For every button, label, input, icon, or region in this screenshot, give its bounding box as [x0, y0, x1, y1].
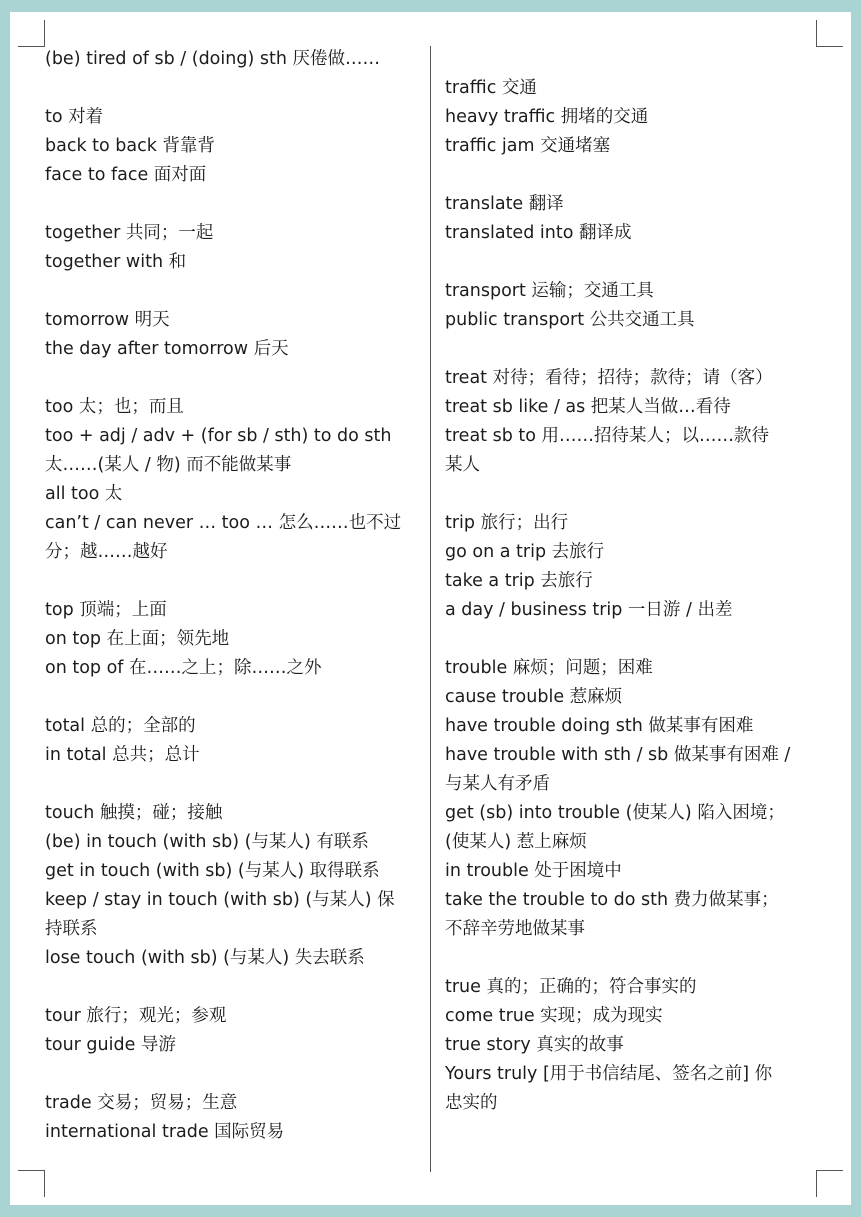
- vocab-line: treat 对待；看待；招待；款待；请（客）: [445, 368, 773, 388]
- entry-gap: [45, 1060, 421, 1089]
- vocab-line: 分；越……越好: [45, 542, 168, 562]
- vocab-line: heavy traffic 拥堵的交通: [445, 107, 649, 127]
- vocab-entry: [445, 74, 821, 161]
- vocab-line: go on a trip 去旅行: [445, 542, 605, 562]
- entry-gap: [45, 277, 421, 306]
- vocab-line: come true 实现；成为现实: [445, 1006, 663, 1026]
- vocab-line: on top of 在……之上；除……之外: [45, 658, 322, 678]
- entry-gap: [445, 161, 821, 190]
- vocab-line: 不辞辛劳地做某事: [445, 919, 585, 939]
- entry-gap: [45, 190, 421, 219]
- vocab-line: have trouble with sth / sb 做某事有困难 /: [445, 745, 791, 765]
- vocab-line: 与某人有矛盾: [445, 774, 550, 794]
- crop-mark-top-right: [816, 20, 843, 47]
- vocab-entry: [45, 103, 421, 190]
- right-column: [445, 74, 821, 1118]
- document-page: [10, 12, 851, 1205]
- vocab-line: to 对着: [45, 107, 104, 127]
- vocab-line: keep / stay in touch (with sb) (与某人) 保: [45, 890, 395, 910]
- vocab-entry: [45, 1002, 421, 1060]
- vocab-line: (使某人) 惹上麻烦: [445, 832, 587, 852]
- entry-gap: [445, 335, 821, 364]
- vocab-line: total 总的；全部的: [45, 716, 196, 736]
- vocab-line: trade 交易；贸易；生意: [45, 1093, 238, 1113]
- vocab-line: traffic jam 交通堵塞: [445, 136, 611, 156]
- vocab-entry: [445, 364, 821, 480]
- vocab-line: international trade 国际贸易: [45, 1122, 285, 1142]
- entry-gap: [445, 625, 821, 654]
- vocab-line: (be) in touch (with sb) (与某人) 有联系: [45, 832, 369, 852]
- vocab-entry: [45, 306, 421, 364]
- entry-gap: [45, 74, 421, 103]
- vocab-line: tour guide 导游: [45, 1035, 176, 1055]
- vocab-line: all too 太: [45, 484, 123, 504]
- vocab-line: back to back 背靠背: [45, 136, 215, 156]
- entry-gap: [45, 683, 421, 712]
- vocab-line: get in touch (with sb) (与某人) 取得联系: [45, 861, 380, 881]
- vocab-entry: [45, 219, 421, 277]
- crop-mark-top-left: [18, 20, 45, 47]
- vocab-line: trip 旅行；出行: [445, 513, 569, 533]
- vocab-line: 某人: [445, 455, 480, 475]
- vocab-line: get (sb) into trouble (使某人) 陷入困境；: [445, 803, 785, 823]
- vocab-line: transport 运输；交通工具: [445, 281, 654, 301]
- vocab-line: true story 真实的故事: [445, 1035, 624, 1055]
- vocab-entry: [445, 509, 821, 625]
- vocab-line: in trouble 处于困境中: [445, 861, 622, 881]
- entry-gap: [445, 480, 821, 509]
- entry-gap: [45, 770, 421, 799]
- entry-gap: [445, 944, 821, 973]
- vocab-line: too 太；也；而且: [45, 397, 184, 417]
- vocab-entry: [45, 393, 421, 567]
- vocab-line: true 真的；正确的；符合事实的: [445, 977, 697, 997]
- vocab-line: together with 和: [45, 252, 187, 272]
- vocab-entry: [445, 654, 821, 944]
- vocab-line: translated into 翻译成: [445, 223, 632, 243]
- crop-mark-bottom-left: [18, 1170, 45, 1197]
- vocab-line: cause trouble 惹麻烦: [445, 687, 623, 707]
- entry-gap: [45, 364, 421, 393]
- vocab-line: tour 旅行；观光；参观: [45, 1006, 227, 1026]
- vocab-line: top 顶端；上面: [45, 600, 167, 620]
- vocab-line: touch 触摸；碰；接触: [45, 803, 223, 823]
- vocab-line: traffic 交通: [445, 78, 537, 98]
- vocab-entry: [45, 45, 421, 74]
- vocab-line: public transport 公共交通工具: [445, 310, 695, 330]
- column-divider: [430, 46, 431, 1172]
- vocab-entry: [445, 190, 821, 248]
- vocab-line: in total 总共；总计: [45, 745, 200, 765]
- vocab-line: Yours truly [用于书信结尾、签名之前] 你: [445, 1064, 773, 1084]
- vocab-line: face to face 面对面: [45, 165, 207, 185]
- vocab-entry: [445, 973, 821, 1118]
- vocab-line: a day / business trip 一日游 / 出差: [445, 600, 733, 620]
- entry-gap: [45, 973, 421, 1002]
- vocab-line: 忠实的: [445, 1093, 498, 1113]
- vocab-line: the day after tomorrow 后天: [45, 339, 289, 359]
- left-column: [45, 45, 421, 1147]
- vocab-entry: [45, 712, 421, 770]
- vocab-line: (be) tired of sb / (doing) sth 厌倦做……: [45, 49, 380, 69]
- vocab-line: on top 在上面；领先地: [45, 629, 230, 649]
- vocab-line: too + adj / adv + (for sb / sth) to do sth: [45, 426, 392, 446]
- entry-gap: [445, 248, 821, 277]
- vocab-line: treat sb to 用……招待某人；以……款待: [445, 426, 770, 446]
- vocab-line: 持联系: [45, 919, 98, 939]
- vocab-line: translate 翻译: [445, 194, 564, 214]
- vocab-line: take a trip 去旅行: [445, 571, 593, 591]
- vocab-line: treat sb like / as 把某人当做…看待: [445, 397, 731, 417]
- vocab-entry: [45, 596, 421, 683]
- vocab-line: tomorrow 明天: [45, 310, 170, 330]
- crop-mark-bottom-right: [816, 1170, 843, 1197]
- vocab-line: can’t / can never … too … 怎么……也不过: [45, 513, 402, 533]
- vocab-entry: [45, 1089, 421, 1147]
- vocab-entry: [445, 277, 821, 335]
- vocab-line: together 共同；一起: [45, 223, 214, 243]
- vocab-line: take the trouble to do sth 费力做某事；: [445, 890, 779, 910]
- vocab-line: have trouble doing sth 做某事有困难: [445, 716, 754, 736]
- entry-gap: [45, 567, 421, 596]
- vocab-entry: [45, 799, 421, 973]
- vocab-line: 太……(某人 / 物) 而不能做某事: [45, 455, 292, 475]
- vocab-line: trouble 麻烦；问题；困难: [445, 658, 653, 678]
- vocab-line: lose touch (with sb) (与某人) 失去联系: [45, 948, 365, 968]
